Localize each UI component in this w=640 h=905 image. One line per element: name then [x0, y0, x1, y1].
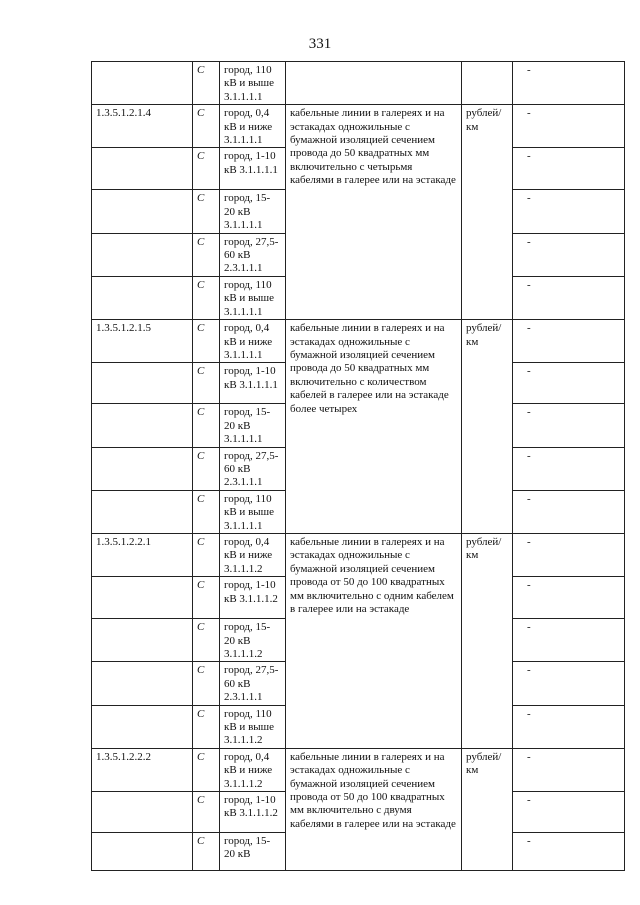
row-location-cell: город, 0,4 кВ и ниже 3.1.1.1.1 — [220, 105, 286, 148]
row-value-cell: - — [513, 148, 625, 190]
row-category-cell: С — [193, 792, 220, 833]
row-value-cell: - — [513, 748, 625, 791]
row-value-cell: - — [513, 276, 625, 319]
row-description-cell: кабельные линии в галереях и на эстакадах одножильные с бумажной изоляцией сечением провода от 50 до 100 квадратных мм включительно с двумя кабелями в галерее или на эстакаде — [286, 748, 462, 870]
row-code-cell: 1.3.5.1.2.1.5 — [92, 320, 193, 363]
row-description-cell: кабельные линии в галереях и на эстакадах одножильные с бумажной изоляцией сечением провода от 50 до 100 квадратных мм включительно с одним кабелем в галерее или на эстакаде — [286, 533, 462, 748]
row-category-cell: С — [193, 233, 220, 276]
row-category-cell: С — [193, 148, 220, 190]
row-location-cell: город, 0,4 кВ и ниже 3.1.1.1.2 — [220, 748, 286, 791]
table-row — [92, 533, 625, 576]
row-location-cell: город, 1-10 кВ 3.1.1.1.2 — [220, 577, 286, 619]
row-category-cell: С — [193, 190, 220, 233]
row-category-cell: С — [193, 705, 220, 748]
row-category-cell: С — [193, 276, 220, 319]
row-value-cell: - — [513, 619, 625, 662]
row-unit-cell: рублей/ км — [462, 533, 513, 748]
row-value-cell: - — [513, 404, 625, 447]
row-location-cell: город, 15-20 кВ — [220, 833, 286, 871]
row-location-cell: город, 110 кВ и выше 3.1.1.1.1 — [220, 490, 286, 533]
row-category-cell: С — [193, 577, 220, 619]
row-code-cell — [92, 490, 193, 533]
row-unit-cell: рублей/ км — [462, 748, 513, 870]
row-code-cell — [92, 190, 193, 233]
row-location-cell: город, 15-20 кВ 3.1.1.1.1 — [220, 190, 286, 233]
row-value-cell: - — [513, 363, 625, 404]
row-category-cell: С — [193, 619, 220, 662]
row-unit-cell: рублей/ км — [462, 320, 513, 534]
row-location-cell: город, 1-10 кВ 3.1.1.1.1 — [220, 363, 286, 404]
row-category-cell: С — [193, 748, 220, 791]
row-location-cell: город, 15-20 кВ 3.1.1.1.1 — [220, 404, 286, 447]
row-category-cell: С — [193, 447, 220, 490]
row-code-cell — [92, 62, 193, 105]
table-row — [92, 748, 625, 791]
row-code-cell — [92, 404, 193, 447]
row-category-cell: С — [193, 105, 220, 148]
row-unit-cell: рублей/ км — [462, 105, 513, 320]
row-category-cell: С — [193, 533, 220, 576]
row-code-cell — [92, 662, 193, 705]
row-value-cell: - — [513, 792, 625, 833]
row-code-cell — [92, 363, 193, 404]
row-location-cell: город, 0,4 кВ и ниже 3.1.1.1.2 — [220, 533, 286, 576]
row-category-cell: С — [193, 320, 220, 363]
row-category-cell: С — [193, 363, 220, 404]
tariff-table-body — [92, 62, 625, 871]
row-code-cell: 1.3.5.1.2.1.4 — [92, 105, 193, 148]
row-location-cell: город, 27,5-60 кВ 2.3.1.1.1 — [220, 662, 286, 705]
row-location-cell: город, 110 кВ и выше 3.1.1.1.1 — [220, 276, 286, 319]
table-row — [92, 320, 625, 363]
row-code-cell — [92, 577, 193, 619]
page-number: 331 — [308, 36, 332, 52]
row-code-cell — [92, 447, 193, 490]
row-value-cell: - — [513, 190, 625, 233]
row-location-cell: город, 15-20 кВ 3.1.1.1.2 — [220, 619, 286, 662]
row-code-cell — [92, 148, 193, 190]
row-code-cell — [92, 705, 193, 748]
row-code-cell — [92, 833, 193, 871]
row-location-cell: город, 0,4 кВ и ниже 3.1.1.1.1 — [220, 320, 286, 363]
row-value-cell: - — [513, 490, 625, 533]
row-location-cell: город, 27,5-60 кВ 2.3.1.1.1 — [220, 233, 286, 276]
row-category-cell: С — [193, 62, 220, 105]
table-row — [92, 105, 625, 148]
row-category-cell: С — [193, 833, 220, 871]
row-value-cell: - — [513, 62, 625, 105]
row-category-cell: С — [193, 662, 220, 705]
tariff-table — [91, 61, 625, 871]
row-location-cell: город, 110 кВ и выше 3.1.1.1.1 — [220, 62, 286, 105]
row-code-cell: 1.3.5.1.2.2.1 — [92, 533, 193, 576]
row-code-cell: 1.3.5.1.2.2.2 — [92, 748, 193, 791]
row-location-cell: город, 1-10 кВ 3.1.1.1.1 — [220, 148, 286, 190]
row-category-cell: С — [193, 490, 220, 533]
row-code-cell — [92, 233, 193, 276]
row-value-cell: - — [513, 705, 625, 748]
row-code-cell — [92, 276, 193, 319]
row-location-cell: город, 110 кВ и выше 3.1.1.1.2 — [220, 705, 286, 748]
row-value-cell: - — [513, 105, 625, 148]
row-code-cell — [92, 792, 193, 833]
row-unit-cell — [462, 62, 513, 105]
row-location-cell: город, 1-10 кВ 3.1.1.1.2 — [220, 792, 286, 833]
row-category-cell: С — [193, 404, 220, 447]
row-code-cell — [92, 619, 193, 662]
row-value-cell: - — [513, 533, 625, 576]
row-value-cell: - — [513, 577, 625, 619]
row-value-cell: - — [513, 320, 625, 363]
row-location-cell: город, 27,5-60 кВ 2.3.1.1.1 — [220, 447, 286, 490]
row-value-cell: - — [513, 233, 625, 276]
row-description-cell — [286, 62, 462, 105]
row-description-cell: кабельные линии в галереях и на эстакадах одножильные с бумажной изоляцией сечением провода до 50 квадратных мм включительно с количеством кабелей в галерее или на эстакаде более четырех — [286, 320, 462, 534]
row-value-cell: - — [513, 833, 625, 871]
row-value-cell: - — [513, 662, 625, 705]
row-value-cell: - — [513, 447, 625, 490]
row-description-cell: кабельные линии в галереях и на эстакадах одножильные с бумажной изоляцией сечением провода до 50 квадратных мм включительно с четырьмя кабелями в галерее или на эстакаде — [286, 105, 462, 320]
table-row — [92, 62, 625, 105]
